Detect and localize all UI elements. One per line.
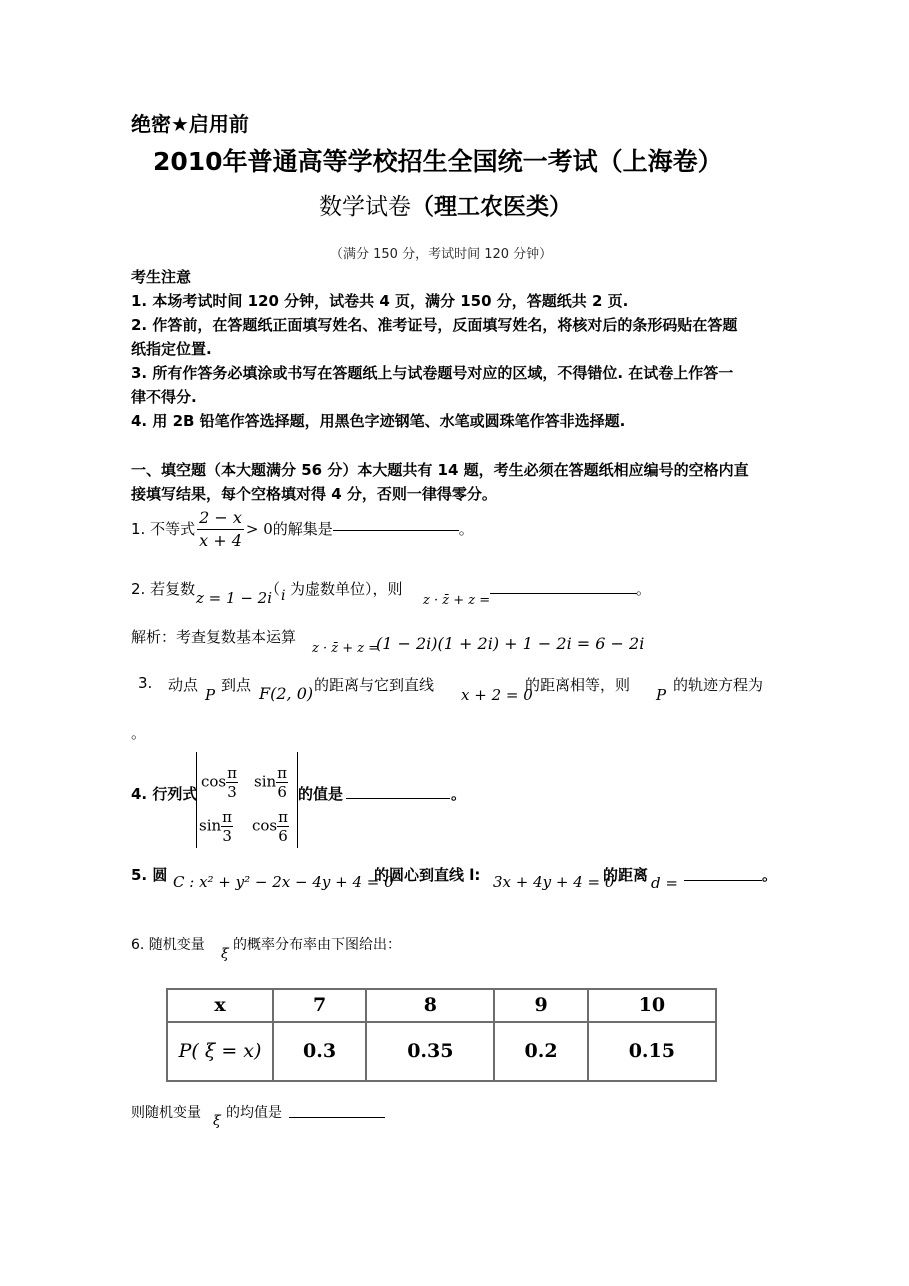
analysis-label: 解析：考查复数基本运算 bbox=[131, 628, 297, 646]
notice-item: 3. 所有作答务必填涂或书写在答题纸上与试卷题号对应的区域，不得错位. 在试卷上作答一 bbox=[131, 364, 734, 382]
det-sin-pi3 bbox=[199, 808, 233, 845]
q1-numerator: 2 − x bbox=[197, 507, 244, 530]
frac-den: 6 bbox=[278, 827, 288, 845]
q2-paren-text: 为虚数单位），则 bbox=[290, 580, 403, 598]
fn-sin: sin bbox=[254, 772, 277, 791]
q4-suffix: 的值是 bbox=[298, 785, 344, 803]
notice-item: 2. 作答前，在答题纸正面填写姓名、准考证号，反面填写姓名，将核对后的条形码贴在答题 bbox=[131, 316, 738, 334]
section-heading: 一、填空题（本大题满分 56 分）本大题共有 14 题，考生必须在答题纸相应编号的空格内直 bbox=[131, 461, 749, 479]
q5-circle: C : x² + y² − 2x − 4y + 4 = 0 bbox=[173, 873, 394, 891]
det-cos-pi6 bbox=[252, 808, 289, 845]
table-header-cell: 9 bbox=[494, 989, 587, 1022]
frac-pi-3 bbox=[226, 764, 238, 801]
table-header-row bbox=[167, 989, 716, 1022]
confidential-mark: 绝密★启用前 bbox=[131, 112, 249, 136]
frac-den: 3 bbox=[227, 783, 237, 801]
q6-prefix: 6. 随机变量 bbox=[131, 937, 205, 953]
notice-item: 4. 用 2B 铅笔作答选择题，用黑色字迹钢笔、水笔或圆珠笔作答非选择题. bbox=[131, 412, 626, 430]
table-header-cell: 10 bbox=[588, 989, 716, 1022]
frac-pi-6 bbox=[276, 764, 288, 801]
analysis-expr: z · z̄ + z = bbox=[312, 641, 380, 656]
q1-end: 。 bbox=[458, 520, 474, 538]
subtitle-category: （理工农医类） bbox=[411, 194, 572, 220]
q2-prefix: 2. 若复数 bbox=[131, 580, 196, 598]
time-note: （满分 150 分，考试时间 120 分钟） bbox=[330, 247, 553, 262]
answer-blank bbox=[289, 1116, 385, 1118]
frac-num: π bbox=[277, 764, 288, 782]
q1-compare: > 0 bbox=[245, 520, 273, 538]
det-sin-pi6 bbox=[254, 764, 288, 801]
q3-P: P bbox=[205, 686, 216, 704]
fn-cos: cos bbox=[201, 772, 227, 791]
frac-den: 6 bbox=[277, 783, 287, 801]
determinant bbox=[196, 752, 298, 848]
frac-pi-3 bbox=[221, 808, 233, 845]
q6-xi: ξ bbox=[221, 946, 229, 962]
q3-end: 。 bbox=[131, 724, 147, 742]
q3-text-2: 到点 bbox=[221, 676, 252, 694]
det-cos-pi3 bbox=[201, 764, 238, 801]
q3-text-5: 的轨迹方程为 bbox=[673, 676, 764, 694]
frac-den: 3 bbox=[222, 827, 232, 845]
frac-num: π bbox=[222, 808, 233, 826]
answer-blank bbox=[346, 797, 450, 799]
analysis-result: (1 − 2i)(1 + 2i) + 1 − 2i = 6 − 2i bbox=[376, 634, 645, 653]
answer-blank bbox=[684, 879, 762, 881]
table-header-cell: 7 bbox=[273, 989, 366, 1022]
q5-end: 。 bbox=[762, 866, 778, 884]
question-1 bbox=[131, 506, 474, 552]
q5-text-2: 的距离 bbox=[603, 866, 649, 884]
q3-F: F(2, 0) bbox=[259, 684, 314, 703]
q6-suffix: 的概率分布率由下图给出： bbox=[233, 937, 401, 953]
answer-blank bbox=[490, 592, 637, 594]
subtitle-main: 数学试卷 bbox=[319, 194, 411, 220]
q3-P2: P bbox=[656, 686, 667, 704]
q2-end: 。 bbox=[636, 580, 652, 598]
probability-table bbox=[166, 988, 717, 1082]
frac-num: π bbox=[278, 808, 288, 826]
q2-z-def: z = 1 − 2i bbox=[196, 589, 272, 607]
q5-text-1: 的圆心到直线 l: bbox=[374, 866, 481, 884]
q5-line: 3x + 4y + 4 = 0 bbox=[493, 873, 615, 891]
q2-paren-open: （ bbox=[265, 580, 281, 598]
table-row bbox=[167, 1022, 716, 1081]
q6-after-prefix: 则随机变量 bbox=[131, 1105, 201, 1121]
answer-blank bbox=[333, 529, 459, 531]
fn-cos: cos bbox=[252, 816, 278, 835]
table-cell: 0.15 bbox=[588, 1022, 716, 1081]
exam-title: 2010年普通高等学校招生全国统一考试（上海卷） bbox=[153, 147, 723, 176]
q3-text-1: 动点 bbox=[168, 676, 199, 694]
q2-expr: z · z̄ + z = bbox=[423, 593, 491, 608]
frac-pi-6 bbox=[277, 808, 289, 845]
q5-d: d = bbox=[651, 874, 678, 892]
table-row-label: P( ξ = x) bbox=[167, 1022, 273, 1081]
q3-line: x + 2 = 0 bbox=[461, 686, 533, 704]
q3-number: 3. bbox=[138, 674, 153, 692]
notice-heading: 考生注意 bbox=[131, 268, 192, 286]
q5-prefix: 5. 圆 bbox=[131, 866, 168, 884]
q1-denominator: x + 4 bbox=[199, 531, 242, 550]
table-cell: 0.3 bbox=[273, 1022, 366, 1081]
q1-prefix: 1. 不等式 bbox=[131, 520, 196, 538]
notice-item: 1. 本场考试时间 120 分钟，试卷共 4 页，满分 150 分，答题纸共 2 页. bbox=[131, 292, 629, 310]
table-header-cell: 8 bbox=[366, 989, 494, 1022]
q2-i: i bbox=[281, 588, 286, 604]
notice-item: 律不得分. bbox=[131, 388, 197, 406]
exam-subtitle bbox=[319, 188, 572, 221]
q4-end: 。 bbox=[451, 785, 467, 803]
q3-text-4: 的距离相等，则 bbox=[525, 676, 631, 694]
q1-suffix: 的解集是 bbox=[272, 520, 333, 538]
q6-after-suffix: 的均值是 bbox=[226, 1105, 282, 1121]
notice-item: 纸指定位置. bbox=[131, 340, 212, 358]
q3-text-3: 的距离与它到直线 bbox=[314, 676, 435, 694]
table-cell: 0.2 bbox=[494, 1022, 587, 1081]
section-heading-cont: 接填写结果，每个空格填对得 4 分，否则一律得零分。 bbox=[131, 485, 497, 503]
q6-after-xi: ξ bbox=[213, 1113, 221, 1129]
table-header-cell: x bbox=[167, 989, 273, 1022]
frac-num: π bbox=[227, 764, 237, 782]
fn-sin: sin bbox=[199, 816, 222, 835]
q1-fraction bbox=[197, 507, 244, 552]
q4-prefix: 4. 行列式 bbox=[131, 785, 198, 803]
table-cell: 0.35 bbox=[366, 1022, 494, 1081]
